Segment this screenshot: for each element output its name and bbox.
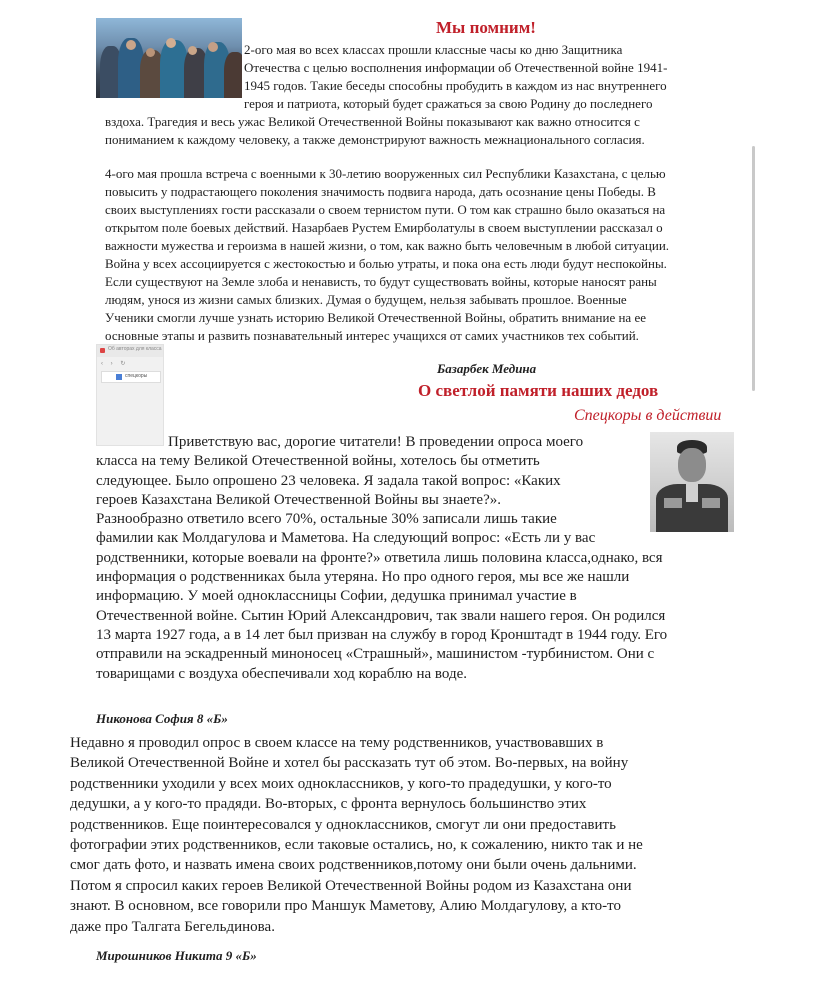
text-line: фамилии как Молдагулова и Маметова. На следующий вопрос: «Есть ли у вас: [96, 530, 596, 547]
text-line: вздоха. Трагедия и весь ужас Великой Отечественной Войны показывают как важно относится с: [105, 114, 640, 129]
text-line: людям, унося из жизни самых близких. Думая о будущем, нельзя забывать прошлое. Военные: [105, 292, 627, 307]
relatives-paragraph: [70, 733, 730, 937]
intro-paragraph-tail: [105, 113, 736, 149]
text-line: класса на тему Великой Отечественной войны, хотелось бы отметить: [96, 453, 540, 470]
text-line: героя и патриота, который будет сражаться за свою Родину до последнего: [244, 96, 653, 111]
meeting-paragraph: [105, 165, 736, 345]
text-line: героев Казахстана Великой Отечественной Войны вы знаете?».: [96, 491, 501, 508]
text-line: Великой Отечественной Войне и хотел бы рассказать тут об этом. Во-первых, на войну: [70, 755, 629, 772]
text-line: информация о родственниках была утеряна. Но про одного героя, мы все же нашли: [96, 569, 630, 586]
browser-tab-bar: [97, 345, 163, 357]
author-name: Мирошников Никита 9 «Б»: [96, 948, 257, 963]
browser-thumbnail: [96, 344, 164, 446]
survey-paragraph: [96, 433, 668, 684]
text-line: Приветствую вас, дорогие читатели! В проведении опроса моего: [168, 434, 584, 450]
text-line: Если существуют на Земле злоба и ненависть, то будут существовать войны, которые наносят раны: [105, 274, 657, 289]
veterans-photo: [96, 18, 242, 98]
text-line: отправили на эскадренный миноносец «Страшный», машинистом -турбинистом. Они с: [96, 646, 655, 663]
scrollbar[interactable]: [752, 146, 755, 391]
text-line: фотографии этих родственников, если таковые остались, но, к сожалению, никто так и не: [70, 837, 643, 854]
folder-icon: [116, 374, 122, 380]
text-line: знают. В основном, все говорили про Маншук Маметову, Алию Молдагулову, а кто-то: [70, 898, 622, 915]
text-line: следующее. Было опрошено 23 человека. Я задала такой вопрос: «Каких: [96, 472, 561, 489]
text-line: своих выступлениях гости рассказали о своем тернистом пути. О том как страшно было оказаться на: [105, 202, 666, 217]
text-line: Недавно я проводил опрос в своем классе на тему родственников, участвовавших в: [70, 735, 604, 751]
section-subtitle: Спецкоры в действии: [574, 407, 722, 424]
text-line: родственники уходили у всех моих одноклассников, у кого-то прадедушки, у кого-то: [70, 775, 612, 792]
nav-arrows-icon: ‹ › ↻: [101, 361, 129, 367]
text-line: Разнообразно ответило всего 70%, остальные 30% записали лишь такие: [96, 511, 557, 528]
text-line: родственники, которые воевали на фронте?» ответила лишь половина класса,однако, вся: [96, 549, 663, 566]
author-name: Базарбек Медина: [437, 361, 537, 376]
text-line: Потом я спросил каких героев Великой Отечественной Войны родом из Казахстана они: [70, 877, 632, 894]
section-title-we-remember: Мы помним!: [436, 18, 536, 37]
browser-tab-label: Об авторах для класса: [108, 346, 162, 352]
text-line: важности мужества и героизма в нашей жизни, о том, как важно быть человечным в любой ситуации.: [105, 238, 670, 253]
text-line: 4-ого мая прошла встреча с военными к 30-летию вооруженных сил Республики Казахстана, с целью: [105, 166, 666, 181]
text-line: товарищами с воздуха обеспечивали ход кораблю на воде.: [96, 665, 468, 682]
text-line: Отечественной войне. Сытин Юрий Александрович, так звали нашего героя. Он родился: [96, 607, 666, 624]
text-line: родственников. Еще поинтересовался у одноклассников, смогут ли они предоставить: [70, 816, 616, 833]
browser-row-label: спецкоры: [125, 373, 148, 379]
text-line: Война у всех ассоциируется с жестокостью и болью утраты, и пока она есть люди будут неспокойны.: [105, 256, 667, 271]
text-line: дедушки, а у кого-то прадяди. Во-вторых, с фронта вернулось большинство этих: [70, 796, 587, 813]
text-line: даже про Талгата Бегельдинова.: [70, 918, 275, 935]
text-line: открытом поле боевых действий. Назарбаев Рустем Емирболатулы в своем выступлении рассказал о: [105, 220, 663, 235]
section-title-memory: О светлой памяти наших дедов: [418, 381, 659, 400]
text-line: Отечества с целью восполнения информации об Отечественной войне 1941-: [244, 60, 668, 75]
text-line: пониманием к каждому человеку, а также демонстрируют важность межнационального согласия.: [105, 132, 645, 147]
favicon-icon: [100, 348, 105, 353]
text-line: 1945 годов. Такие беседы способны пробудить в каждом из нас внутреннего: [244, 78, 667, 93]
browser-row: [101, 371, 161, 383]
author-name: Никонова София 8 «Б»: [96, 711, 228, 726]
text-line: смог дать фото, и назвать имена своих родственников,потому они были очень дальними.: [70, 857, 637, 874]
text-line: повысить у подрастающего поколения значимость подвига народа, дать осознание цены Победы. В: [105, 184, 656, 199]
text-line: основные этапы и развить познавательный интерес учащихся от самих участников тех событий.: [105, 328, 639, 343]
text-line: 2-ого мая во всех классах прошли классные часы ко дню Защитника: [244, 42, 623, 57]
text-line: Ученики смогли лучше узнать историю Великой Отечественной Войны, обратить внимание на ее: [105, 310, 646, 325]
intro-paragraph: [244, 41, 736, 113]
soldier-portrait-photo: [650, 432, 734, 532]
text-line: информацию. У моей одноклассницы Софии, дедушка принимал участие в: [96, 588, 577, 605]
text-line: 13 марта 1927 года, а в 14 лет был призван на службу в город Кронштадт в 1944 году. Его: [96, 626, 668, 643]
